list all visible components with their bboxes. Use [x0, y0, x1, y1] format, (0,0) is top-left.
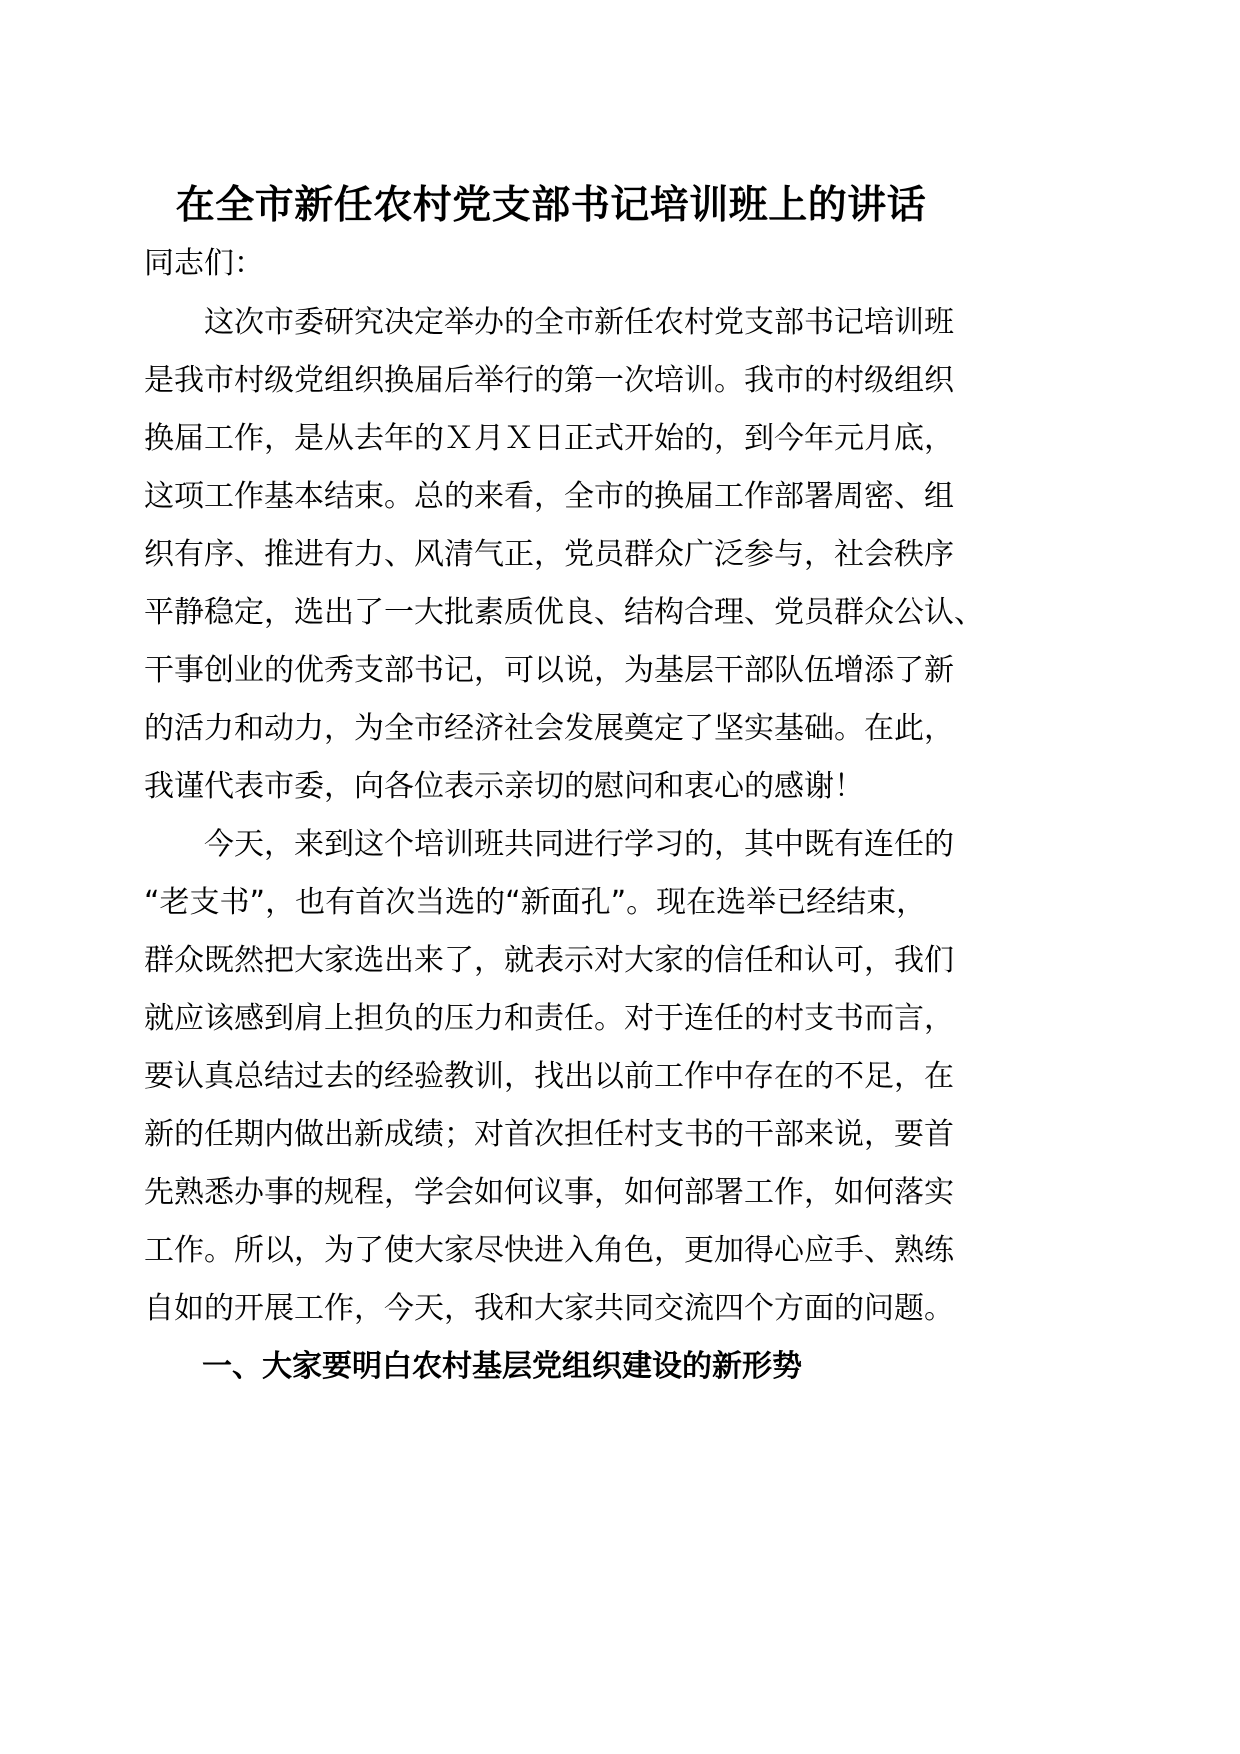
body-line: 要认真总结过去的经验教训，找出以前工作中存在的不足，在 [144, 1059, 954, 1094]
body-line: 是我市村级党组织换届后举行的第一次培训。我市的村级组织 [144, 363, 954, 398]
body-line: 干事创业的优秀支部书记，可以说，为基层干部队伍增添了新 [144, 653, 954, 688]
body-line: 自如的开展工作，今天，我和大家共同交流四个方面的问题。 [144, 1291, 954, 1326]
body-line: 工作。所以，为了使大家尽快进入角色，更加得心应手、熟练 [144, 1233, 954, 1268]
salutation: 同志们： [144, 246, 264, 281]
body-line: 这项工作基本结束。总的来看，全市的换届工作部署周密、组 [144, 479, 954, 514]
body-line: 织有序、推进有力、风清气正，党员群众广泛参与，社会秩序 [144, 537, 954, 572]
body-line: 就应该感到肩上担负的压力和责任。对于连任的村支书而言， [144, 1001, 954, 1036]
body-line: 新的任期内做出新成绩；对首次担任村支书的干部来说，要首 [144, 1117, 954, 1152]
body-line: 换届工作，是从去年的Ｘ月Ｘ日正式开始的，到今年元月底， [144, 421, 954, 456]
section-heading: 一、大家要明白农村基层党组织建设的新形势 [202, 1349, 802, 1384]
body-line: 的活力和动力，为全市经济社会发展奠定了坚实基础。在此， [144, 711, 954, 746]
body-line: 这次市委研究决定举办的全市新任农村党支部书记培训班 [144, 305, 954, 340]
document-title: 在全市新任农村党支部书记培训班上的讲话 [175, 183, 927, 228]
body-line: 先熟悉办事的规程，学会如何议事，如何部署工作，如何落实 [144, 1175, 954, 1210]
body-line: 群众既然把大家选出来了，就表示对大家的信任和认可，我们 [144, 943, 954, 978]
body-line: “老支书”，也有首次当选的“新面孔”。现在选举已经结束， [144, 885, 927, 920]
body-line: 平静稳定，选出了一大批素质优良、结构合理、党员群众公认、 [144, 595, 984, 630]
body-line: 我谨代表市委，向各位表示亲切的慰问和衷心的感谢！ [144, 769, 864, 804]
body-line: 今天，来到这个培训班共同进行学习的，其中既有连任的 [144, 827, 954, 862]
